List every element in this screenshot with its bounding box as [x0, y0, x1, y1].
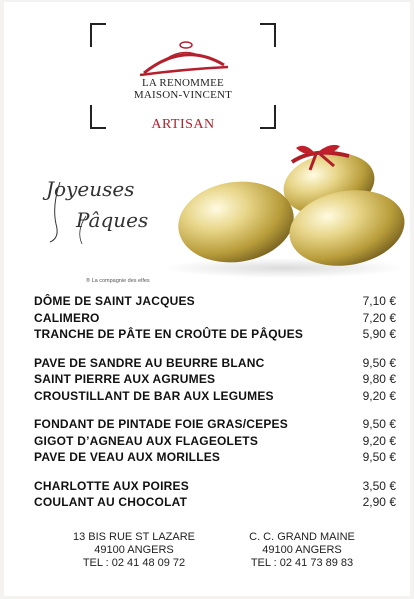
menu-item	[34, 434, 396, 451]
menu-item-price: 9,20 €	[362, 388, 396, 403]
menu-item	[34, 356, 396, 373]
brand-logo	[90, 23, 276, 132]
menu-section-fish	[34, 356, 396, 406]
address-city: 49100 ANGERS	[262, 544, 342, 556]
address-street: 13 BIS RUE ST LAZARE	[72, 531, 196, 543]
menu-item-price: 7,10 €	[362, 294, 396, 308]
menu-item	[34, 327, 396, 344]
menu-item	[34, 294, 396, 311]
brand-subname: MAISON-VINCENT	[133, 89, 233, 101]
menu-item-name: FONDANT DE PINTADE FOIE GRAS/CEPES	[34, 417, 288, 431]
menu-item	[34, 372, 396, 389]
address-phone: TEL : 02 41 73 89 83	[250, 557, 354, 569]
menu-item-name: TRANCHE DE PÂTE EN CROÛTE DE PÂQUES	[34, 327, 304, 341]
brand-tagline: ARTISAN	[151, 117, 215, 132]
menu-item-name: CALIMERO	[34, 310, 100, 325]
menu-item-name: PAVE DE VEAU AUX MORILLES	[34, 450, 221, 464]
menu-item-price: 9,50 €	[362, 450, 396, 464]
menu-item-name: COULANT AU CHOCOLAT	[34, 495, 188, 509]
menu-item-price: 9,50 €	[362, 355, 396, 370]
menu-item-name: CHARLOTTE AUX POIRES	[34, 478, 189, 493]
cloche-icon	[136, 35, 232, 77]
menu-item-price: 9,50 €	[362, 417, 396, 431]
menu-section-starters	[34, 294, 396, 344]
menu-item	[34, 479, 396, 496]
menu-item	[34, 450, 396, 467]
image-credit: ® La compagnie des elfes	[86, 278, 150, 284]
frame-corner	[90, 23, 106, 47]
menu-item-price: 3,50 €	[362, 478, 396, 493]
menu-item	[34, 417, 396, 434]
menu-item	[34, 389, 396, 406]
menu-item-name: CROUSTILLANT DE BAR AUX LEGUMES	[34, 388, 274, 403]
frame-corner	[260, 23, 276, 47]
address-street: C. C. GRAND MAINE	[249, 531, 355, 543]
shop-address-1	[59, 531, 209, 570]
menu-item	[34, 311, 396, 328]
address-city: 49100 ANGERS	[94, 544, 174, 556]
menu-item-name: SAINT PIERRE AUX AGRUMES	[34, 372, 216, 386]
menu-item-price: 2,90 €	[362, 495, 396, 509]
menu-item-price: 9,80 €	[362, 372, 396, 386]
menu-section-meat	[34, 417, 396, 467]
menu-section-desserts	[34, 479, 396, 512]
greeting-line-2: Pâques	[76, 208, 149, 232]
menu-item-name: GIGOT D’AGNEAU AUX FLAGEOLETS	[34, 433, 259, 448]
menu-item-price: 7,20 €	[362, 310, 396, 325]
shop-address-2	[232, 531, 372, 570]
menu-item-price: 5,90 €	[362, 327, 396, 341]
address-phone: TEL : 02 41 48 09 72	[82, 557, 186, 569]
golden-eggs-illustration	[164, 142, 410, 282]
menu-list	[34, 294, 396, 524]
menu-item-price: 9,20 €	[362, 433, 396, 448]
flyer-page	[4, 2, 410, 596]
menu-item-name: DÔME DE SAINT JACQUES	[34, 294, 195, 308]
menu-item	[34, 495, 396, 512]
greeting-line-1: Joyeuses	[46, 177, 135, 201]
brand-name: LA RENOMMEE	[142, 77, 224, 89]
menu-item-name: PAVE DE SANDRE AU BEURRE BLANC	[34, 355, 265, 370]
